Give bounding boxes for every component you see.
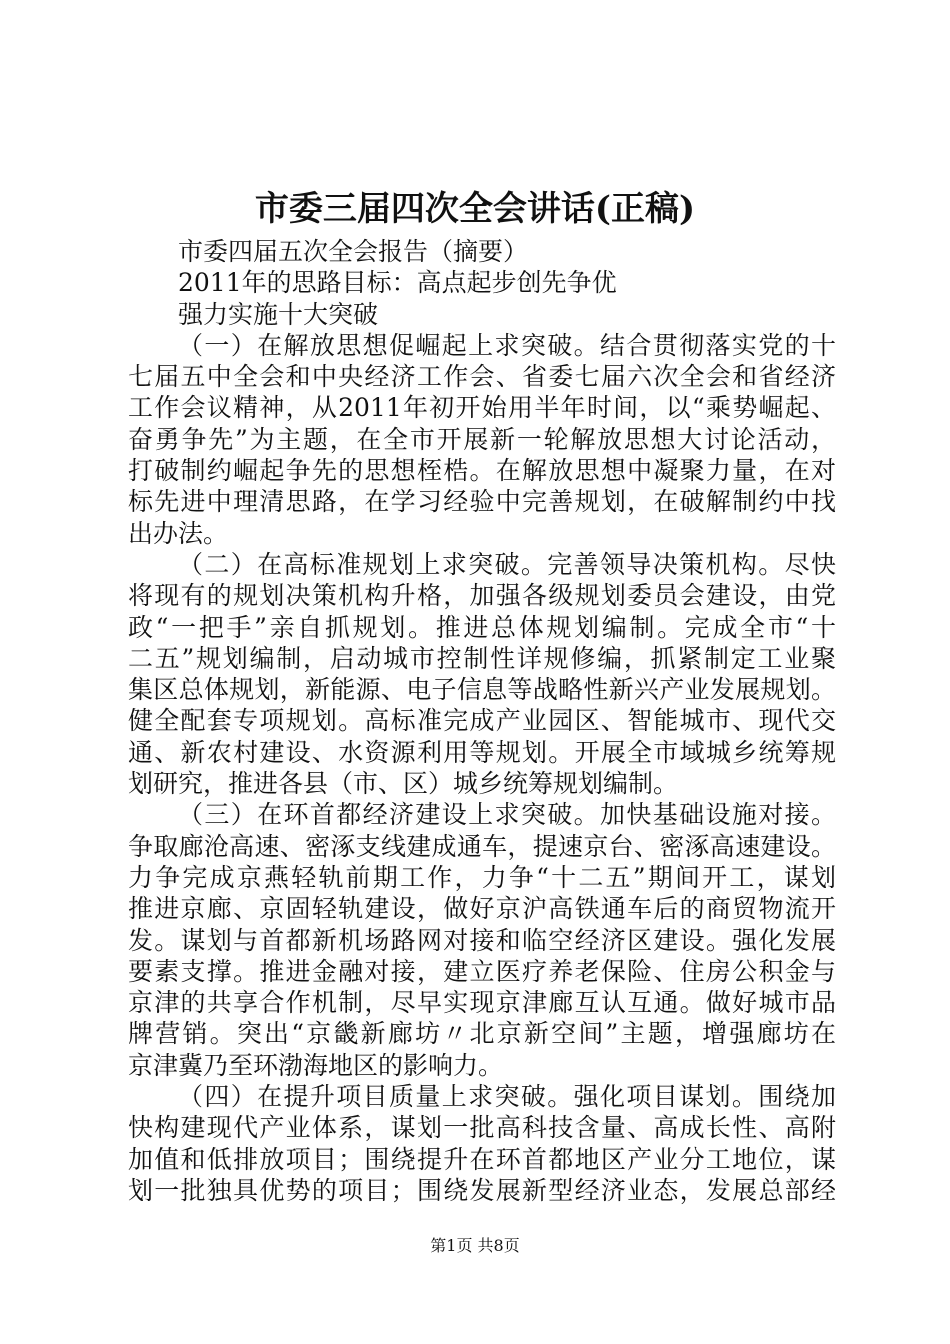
text-line: 加值和低排放项目；围绕提升在环首都地区产业分工地位，谋	[128, 1144, 836, 1174]
text-line: 2011年的思路目标：高点起步创先争优	[178, 268, 617, 298]
text-line: 七届五中全会和中央经济工作会、省委七届六次全会和省经济	[128, 362, 836, 392]
text-line: 将现有的规划决策机构升格，加强各级规划委员会建设，由党	[128, 581, 836, 611]
text-line: 标先进中理清思路，在学习经验中完善规划，在破解制约中找	[128, 487, 836, 517]
text-line: 工作会议精神，从2011年初开始用半年时间，以“乘势崛起、	[128, 393, 836, 423]
text-line: 政“一把手”亲自抓规划。推进总体规划编制。完成全市“十	[128, 612, 836, 642]
text-line: 要素支撑。推进金融对接，建立医疗养老保险、住房公积金与	[128, 956, 836, 986]
text-line: 二五”规划编制，启动城市控制性详规修编，抓紧制定工业聚	[128, 643, 836, 673]
text-line: 推进京廊、京固轻轨建设，做好京沪高铁通车后的商贸物流开	[128, 894, 836, 924]
text-line: 划一批独具优势的项目；围绕发展新型经济业态，发展总部经	[128, 1175, 836, 1205]
text-line: 强力实施十大突破	[178, 299, 379, 329]
text-line: 市委四届五次全会报告（摘要）	[178, 237, 529, 266]
document-title: 市委三届四次全会讲话(正稿)	[254, 189, 696, 229]
text-line: 健全配套专项规划。高标准完成产业园区、智能城市、现代交	[128, 706, 836, 736]
document-body	[128, 236, 836, 1206]
text-line: 牌营销。突出“京畿新廊坊〃北京新空间”主题，增强廊坊在	[128, 1019, 836, 1049]
text-line: 京津冀乃至环渤海地区的影响力。	[128, 1050, 504, 1080]
text-line: （三）在环首都经济建设上求突破。加快基础设施对接。	[178, 800, 836, 830]
text-line: （二）在高标准规划上求突破。完善领导决策机构。尽快	[178, 549, 836, 579]
text-line: （一）在解放思想促崛起上求突破。结合贯彻落实党的十	[178, 330, 836, 360]
text-line: 出办法。	[128, 518, 229, 548]
text-line: 快构建现代产业体系，谋划一批高科技含量、高成长性、高附	[128, 1113, 836, 1143]
text-line: 集区总体规划，新能源、电子信息等战略性新兴产业发展规划。	[128, 675, 836, 705]
text-line: 京津的共享合作机制，尽早实现京津廊互认互通。做好城市品	[128, 988, 836, 1018]
text-line: 奋勇争先”为主题，在全市开展新一轮解放思想大讨论活动，	[128, 424, 836, 454]
text-line: 争取廊沧高速、密涿支线建成通车，提速京台、密涿高速建设。	[128, 831, 836, 861]
text-line: （四）在提升项目质量上求突破。强化项目谋划。围绕加	[178, 1082, 836, 1112]
text-line: 力争完成京燕轻轨前期工作，力争“十二五”期间开工，谋划	[128, 862, 836, 892]
page-footer: 第1页 共8页	[430, 1236, 520, 1255]
text-line: 通、新农村建设、水资源利用等规划。开展全市域城乡统筹规	[128, 737, 836, 767]
text-line: 发。谋划与首都新机场路网对接和临空经济区建设。强化发展	[128, 925, 836, 955]
text-line: 划研究，推进各县（市、区）城乡统筹规划编制。	[128, 769, 679, 799]
text-line: 打破制约崛起争先的思想桎梏。在解放思想中凝聚力量，在对	[128, 456, 836, 486]
